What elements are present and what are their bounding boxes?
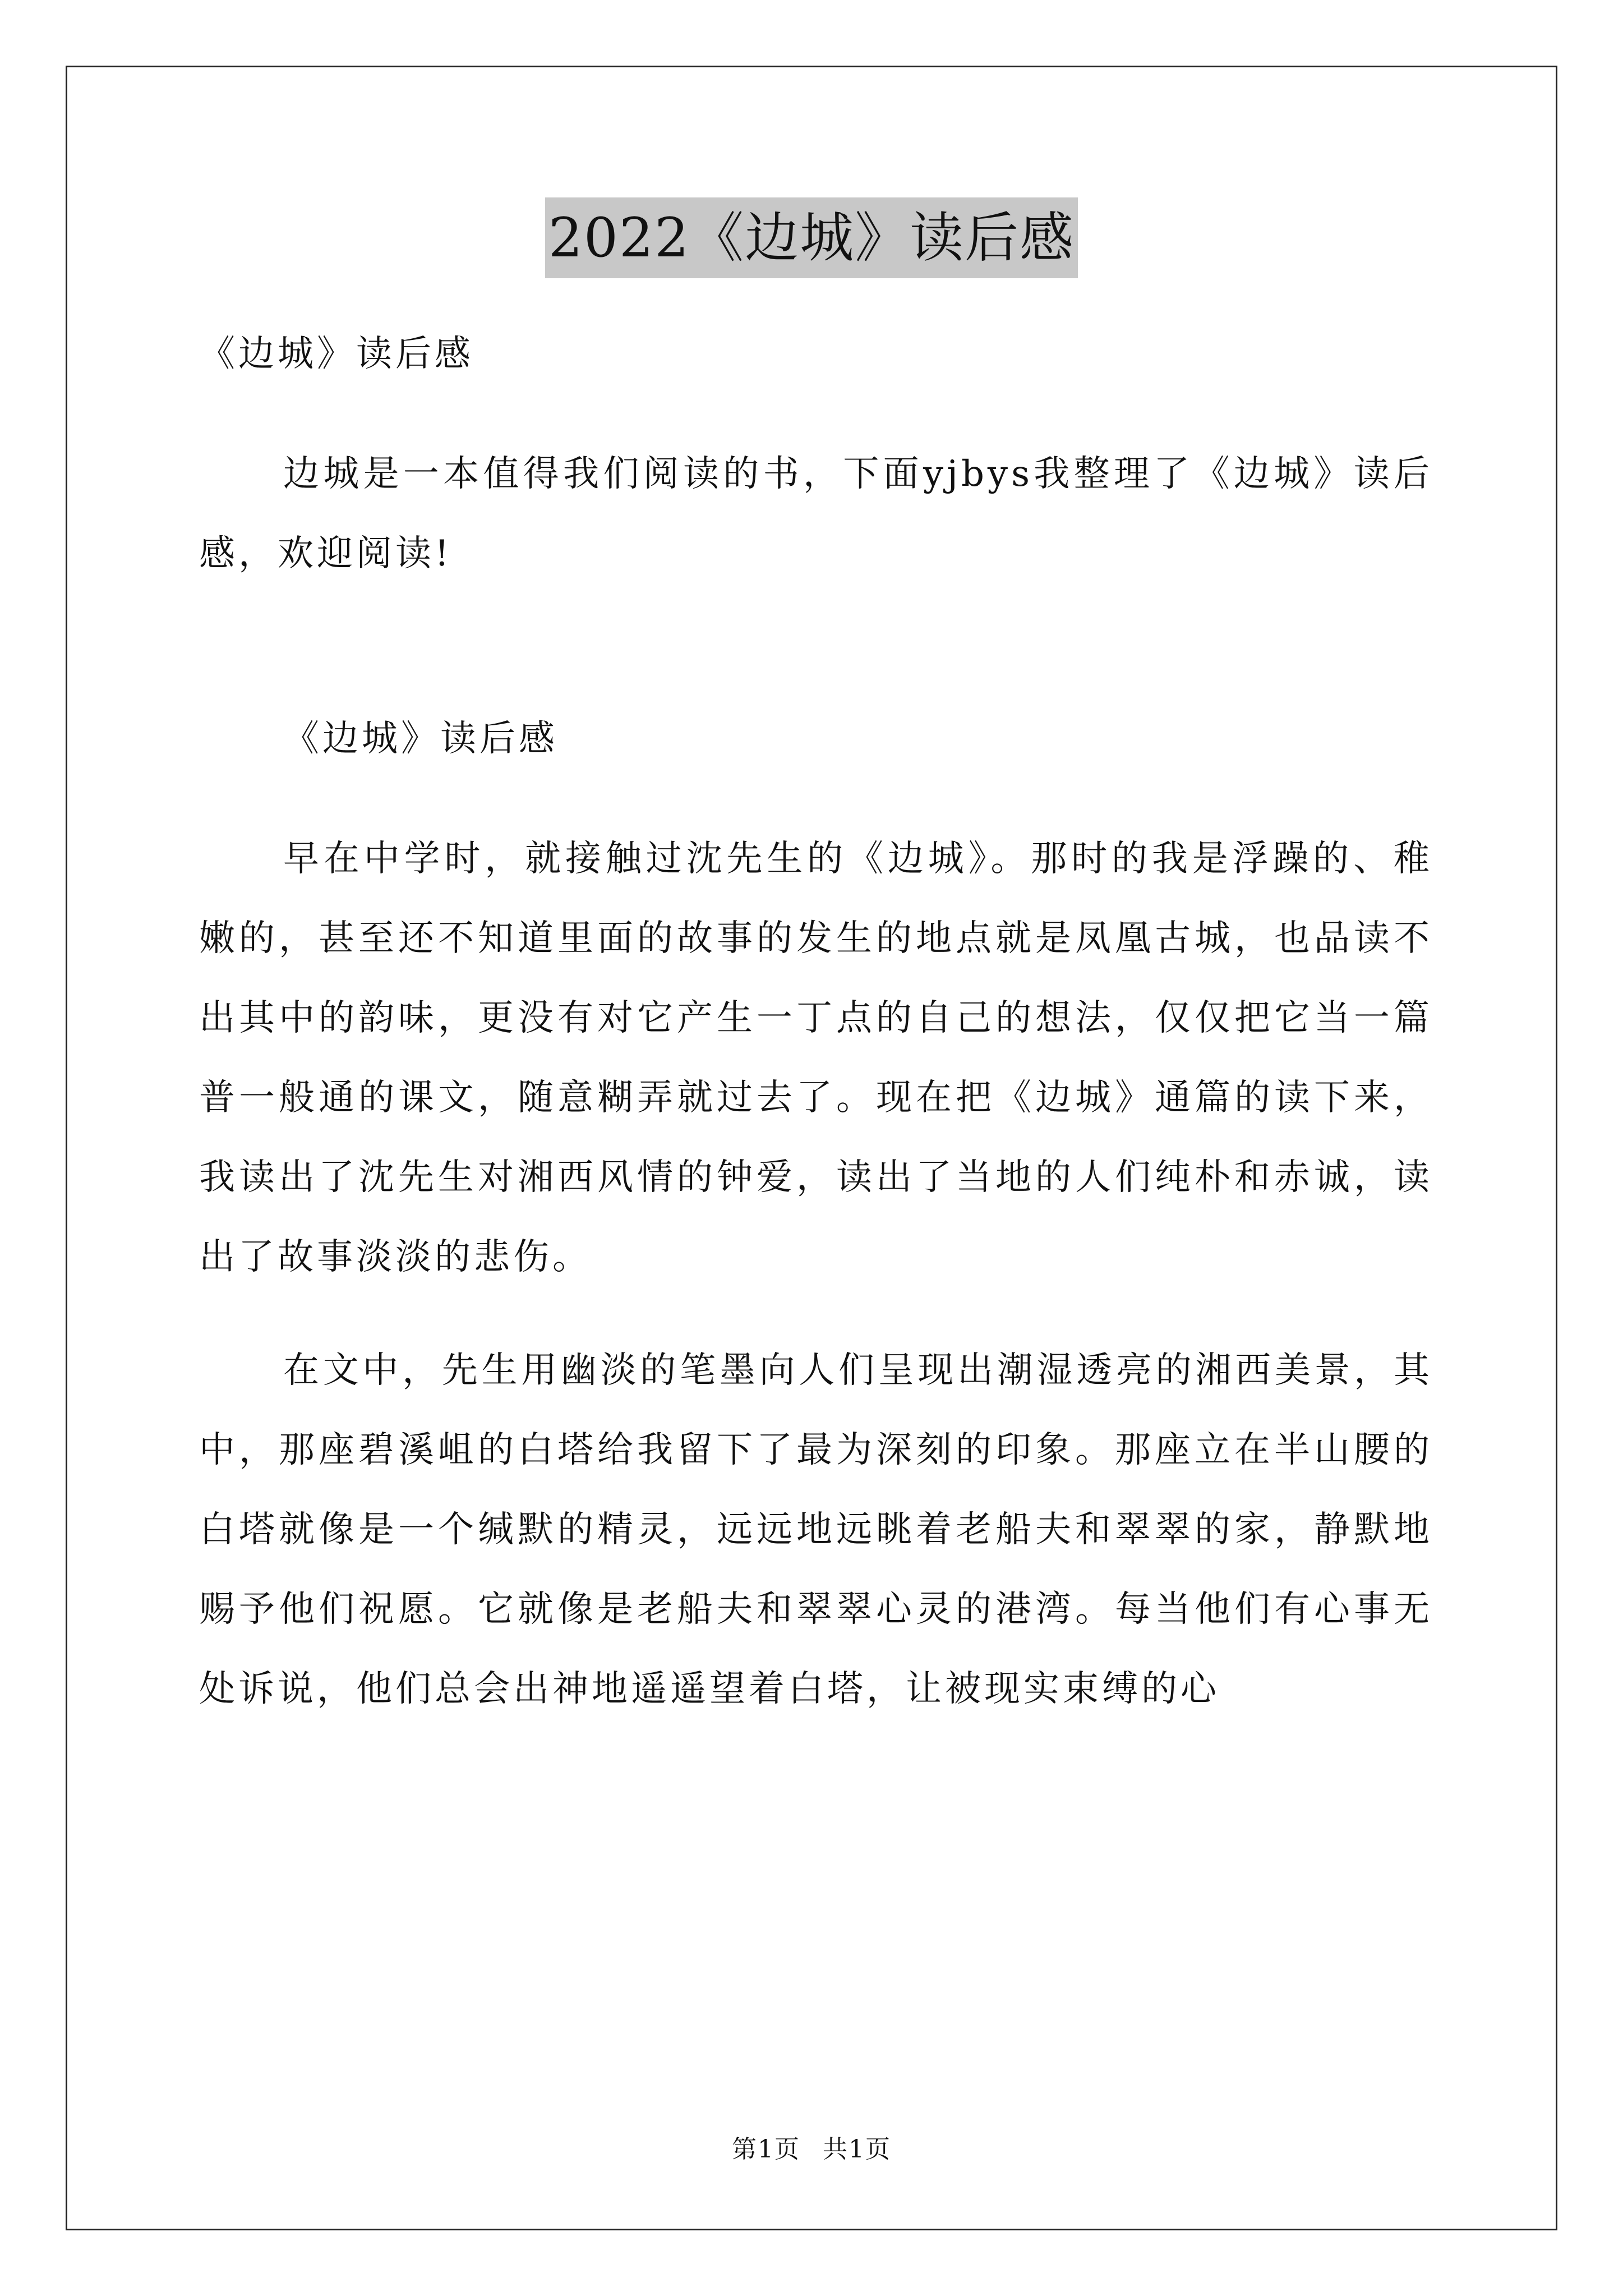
body-paragraph-1: 早在中学时，就接触过沈先生的《边城》。那时的我是浮躁的、稚嫩的，甚至还不知道里面的故事的发生的地点就是凤凰古城，也品读不出其中的韵味，更没有对它产生一丁点的自己的想法，仅仅把它当一篇普一般通的课文，随意糊弄就过去了。现在把《边城》通篇的读下来，我读出了沈先生对湘西风情的钟爱，读出了当地的人们纯朴和赤诚，读出了故事淡淡的悲伤。 bbox=[199, 838, 1433, 1278]
page-footer bbox=[0, 2133, 1623, 2166]
document-body bbox=[199, 314, 1433, 1763]
body-paragraph-2: 在文中，先生用幽淡的笔墨向人们呈现出潮湿透亮的湘西美景，其中，那座碧溪岨的白塔给我留下了最为深刻的印象。那座立在半山腰的白塔就像是一个缄默的精灵，远远地远眺着老船夫和翠翠的家，静默地赐予他们祝愿。它就像是老船夫和翠翠心灵的港湾。每当他们有心事无处诉说，他们总会出神地遥遥望着白塔，让被现实束缚的心 bbox=[199, 1350, 1433, 1710]
page-number: 第1页 bbox=[732, 2135, 800, 2164]
title-container bbox=[0, 197, 1623, 278]
intro-paragraph: 边城是一本值得我们阅读的书，下面yjbys我整理了《边城》读后感，欢迎阅读! bbox=[199, 453, 1433, 574]
document-title: 2022《边城》读后感 bbox=[545, 197, 1078, 278]
section-heading: 《边城》读后感 bbox=[283, 718, 558, 760]
page-total: 共1页 bbox=[823, 2135, 891, 2164]
document-heading: 《边城》读后感 bbox=[199, 333, 474, 375]
